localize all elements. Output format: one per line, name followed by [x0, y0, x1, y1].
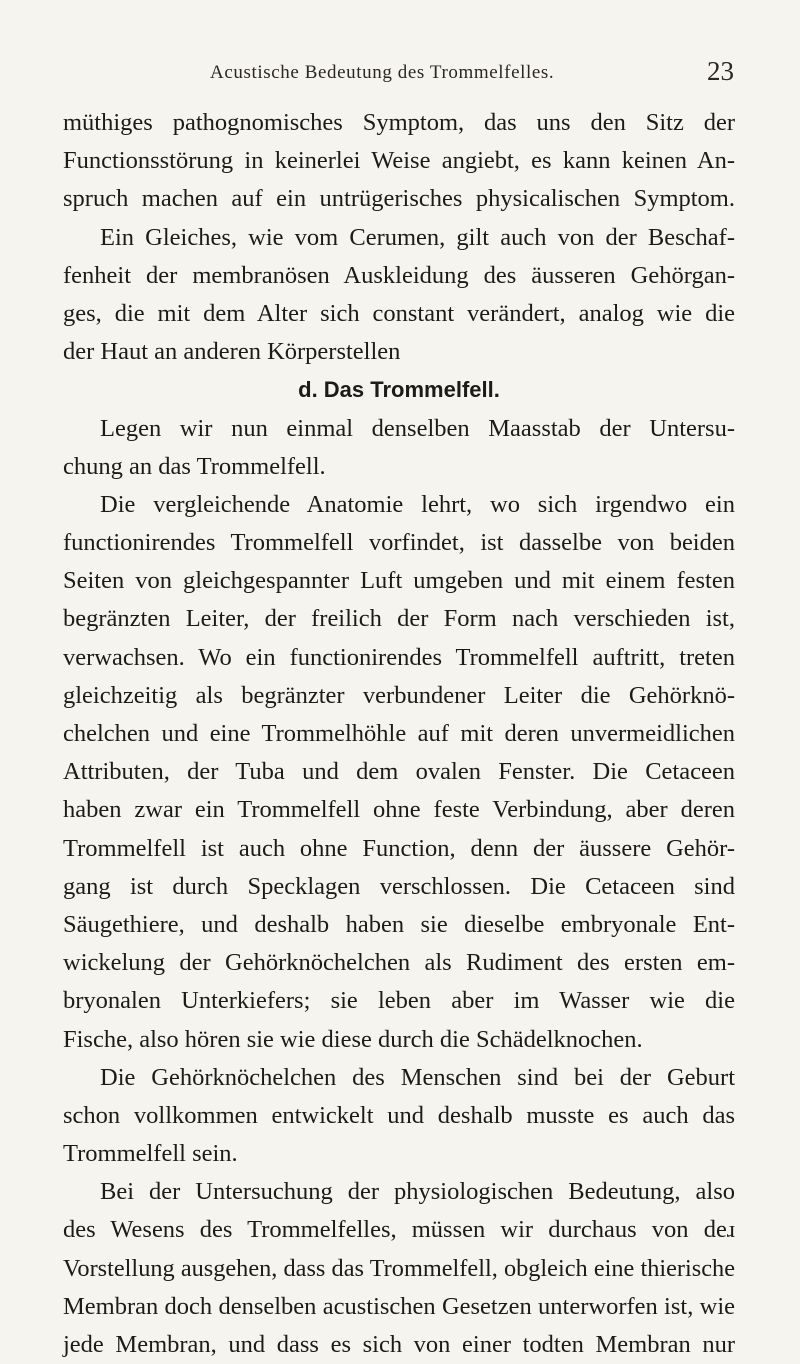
- text-line: haben zwar ein Trommelfell ohne feste Verbindung, aber deren: [63, 796, 735, 824]
- text-line: spruch machen auf ein untrügerisches physicalischen Symptom.: [63, 185, 735, 213]
- text-line: Trommelfell sein.: [63, 1140, 238, 1168]
- text-line: Seiten von gleichgespannter Luft umgeben und mit einem festen: [63, 567, 735, 595]
- text-line: chung an das Trommelfell.: [63, 452, 326, 480]
- text-line: fenheit der membranösen Auskleidung des äusseren Gehörgan-: [63, 261, 735, 289]
- text-line: wickelung der Gehörknöchelchen als Rudiment des ersten em-: [63, 949, 735, 977]
- text-line: Ein Gleiches, wie vom Cerumen, gilt auch von der Beschaf-: [100, 223, 735, 251]
- text-line: Attributen, der Tuba und dem ovalen Fenster. Die Cetaceen: [63, 758, 735, 786]
- text-line: Functionsstörung in keinerlei Weise angiebt, es kann keinen An-: [63, 147, 735, 175]
- text-line: schon vollkommen entwickelt und deshalb musste es auch das: [63, 1101, 735, 1129]
- text-line: Trommelfell ist auch ohne Function, denn der äussere Gehör-: [63, 834, 735, 862]
- text-line: Die Gehörknöchelchen des Menschen sind bei der Geburt: [100, 1063, 735, 1091]
- text-line: des Wesens des Trommelfelles, müssen wir durchaus von deɹ: [63, 1216, 735, 1244]
- running-title: Acustische Bedeutung des Trommelfelles.: [210, 62, 555, 83]
- text-line: ges, die mit dem Alter sich constant verändert, analog wie die: [63, 299, 735, 327]
- text-line: Vorstellung ausgehen, dass das Trommelfell, obgleich eine thierische: [63, 1254, 735, 1282]
- text-line: der Haut an anderen Körperstellen: [63, 338, 401, 366]
- text-line: müthiges pathognomisches Symptom, das uns den Sitz der: [63, 109, 735, 136]
- text-line: Membran doch denselben acustischen Gesetzen unterworfen ist, wie: [63, 1292, 735, 1320]
- text-line: functionirendes Trommelfell vorfindet, ist dasselbe von beiden: [63, 529, 735, 557]
- text-line: gang ist durch Specklagen verschlossen. Die Cetaceen sind: [63, 872, 735, 900]
- body-text: [63, 104, 735, 1364]
- text-line: jede Membran, und dass es sich von einer todten Membran nur: [63, 1331, 735, 1358]
- text-line: verwachsen. Wo ein functionirendes Trommelfell auftritt, treten: [63, 643, 735, 671]
- page-number: 23: [707, 56, 734, 86]
- section-heading: d. Das Trommelfell.: [298, 377, 500, 403]
- text-line: bryonalen Unterkiefers; sie leben aber im Wasser wie die: [63, 987, 735, 1015]
- text-line: begränzten Leiter, der freilich der Form nach verschieden ist,: [63, 605, 735, 633]
- text-line: Legen wir nun einmal denselben Maasstab der Untersu-: [100, 414, 735, 442]
- text-line: chelchen und eine Trommelhöhle auf mit deren unvermeidlichen: [63, 720, 735, 747]
- text-line: Säugethiere, und deshalb haben sie dieselbe embryonale Ent-: [63, 910, 735, 938]
- running-head: [210, 56, 734, 92]
- text-line: Bei der Untersuchung der physiologischen Bedeutung, also: [100, 1178, 735, 1206]
- text-line: gleichzeitig als begränzter verbundener Leiter die Gehörknö-: [63, 681, 735, 709]
- text-line: Die vergleichende Anatomie lehrt, wo sich irgendwo ein: [100, 490, 735, 518]
- text-line: Fische, also hören sie wie diese durch die Schädelknochen.: [63, 1025, 643, 1053]
